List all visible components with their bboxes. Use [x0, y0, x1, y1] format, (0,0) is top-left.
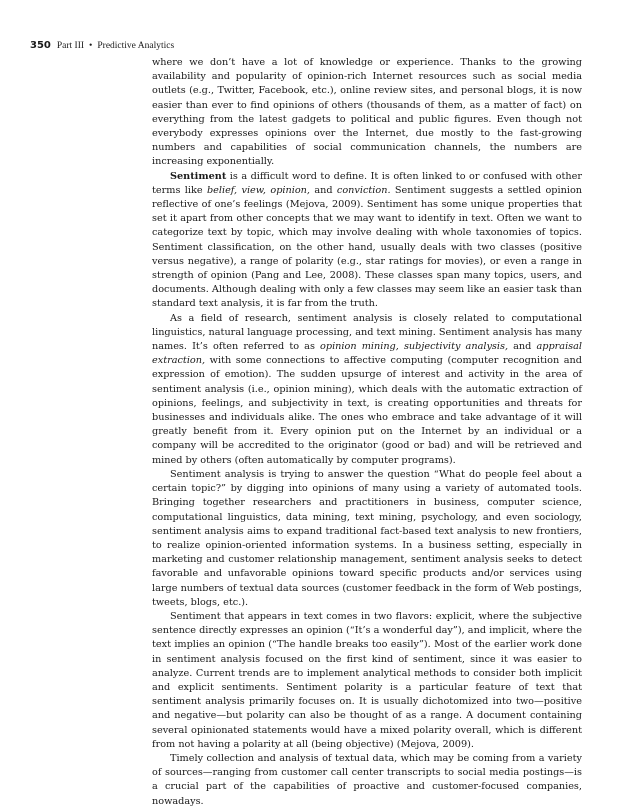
paragraph-3-text-a: As a field of research, sentiment analysis is closely related to computational linguistics, natural language processing, and text mining. Sentiment analysis has many names. It’s often referred to as: [152, 312, 582, 353]
paragraph-2: [152, 170, 582, 312]
term-conviction: conviction.: [336, 184, 391, 196]
paragraph-5: Sentiment that appears in text comes in two flavors: explicit, where the subjective sentence directly expresses an opinion (“It’s a wonderful day”), and implicit, where the text implies an opinion (“The handle breaks too easily”). Most of the earlier work done in sentiment analysis focused on the first kind of sentiment, since it was easier to analyze. Current trends are to implement analytical methods to consider both implicit and explicit sentiments. Sentiment polarity is a particular feature of text that sentiment analysis primarily focuses on. It is usually dichotomized into two—positive and negative—but polarity can also be thought of as a range. A document containing several opinionated statements would have a mixed polarity overall, which is different from not having a polarity at all (being objective) (Mejova, 2009).: [152, 610, 582, 750]
body-text: [152, 56, 582, 809]
paragraph-1: where we don’t have a lot of knowledge or experience. Thanks to the growing availability and popularity of opinion-rich Internet resources such as social media outlets (e.g., Twitter, Facebook, etc.), online review sites, and personal blogs, it is now easier than ever to find opinions of others (thousands of them, as a matter of fact) on everything from the latest gadgets to political and public figures. Even though not everybody expresses opinions over the Internet, due mostly to the fast-growing numbers and capabilities of social communication channels, the numbers are increasing exponentially.: [152, 57, 582, 168]
section-label: Predictive Analytics: [97, 41, 175, 51]
paragraph-2-text-c: Sentiment suggests a settled opinion reflective of one’s feelings (Mejova, 2009). Sentiment has some unique properties that set it apart from other concepts that we may want to identify in text. Often we want to categorize text by topic, which may involve dealing with whole taxonomies of topics. Sentiment classification, on the other hand, usually deals with two classes (positive versus negative), a range of polarity (e.g., star ratings for movies), or even a range in strength of opinion (Pang and Lee, 2008). These classes span many topics, users, and documents. Although dealing with only a few classes may seem like an easier task than standard text analysis, it is far from the truth.: [152, 184, 583, 310]
running-head: [30, 40, 174, 52]
part-label: Part III: [56, 41, 85, 51]
page-number: 350: [30, 40, 51, 51]
paragraph-2-text-b: and: [309, 184, 337, 196]
paragraph-3: [152, 312, 582, 468]
paragraph-3-text-c: with some connections to affective computing (computer recognition and expression of emotion). The sudden upsurge of interest and activity in the area of sentiment analysis (i.e., opinion mining), which deals with the automatic extraction of opinions, feelings, and subjectivity in text, is creating opportunities and threats for businesses and individuals alike. The ones who embrace and take advantage of it will greatly benefit from it. Every opinion put on the Internet by an individual or a company will be accredited to the originator (good or bad) and will be retrieved and mined by others (often automatically by computer programs).: [152, 355, 582, 466]
term-appraisal-extraction: appraisal extraction,: [152, 341, 583, 367]
term-opinion-mining: opinion mining, subjectivity analysis,: [320, 341, 509, 353]
paragraph-4: Sentiment analysis is trying to answer the question “What do people feel about a certain topic?” by digging into opinions of many using a variety of automated tools. Bringing together researchers and practitioners in business, computer science, computational linguistics, data mining, text mining, psychology, and even sociology, sentiment analysis aims to expand traditional fact-based text analysis to new frontiers, to realize opinion-oriented information systems. In a business setting, especially in marketing and customer relationship management, sentiment analysis seeks to detect favorable and unfavorable opinions toward specific products and/or services using large numbers of textual data sources (customer feedback in the form of Web postings, tweets, blogs, etc.).: [152, 468, 582, 608]
paragraph-2-text-a: is a difficult word to define. It is often linked to or confused with other terms like: [152, 170, 582, 196]
term-belief-view-opinion: belief, view, opinion,: [206, 184, 310, 196]
separator-bullet: •: [89, 41, 93, 51]
term-sentiment: Sentiment: [170, 170, 227, 182]
paragraph-3-text-b: and: [508, 341, 537, 353]
paragraph-6: Timely collection and analysis of textual data, which may be coming from a variety of sources—ranging from customer call center transcripts to social media postings—is a crucial part of the capabilities of proactive and customer-focused companies, nowadays.: [152, 752, 582, 807]
